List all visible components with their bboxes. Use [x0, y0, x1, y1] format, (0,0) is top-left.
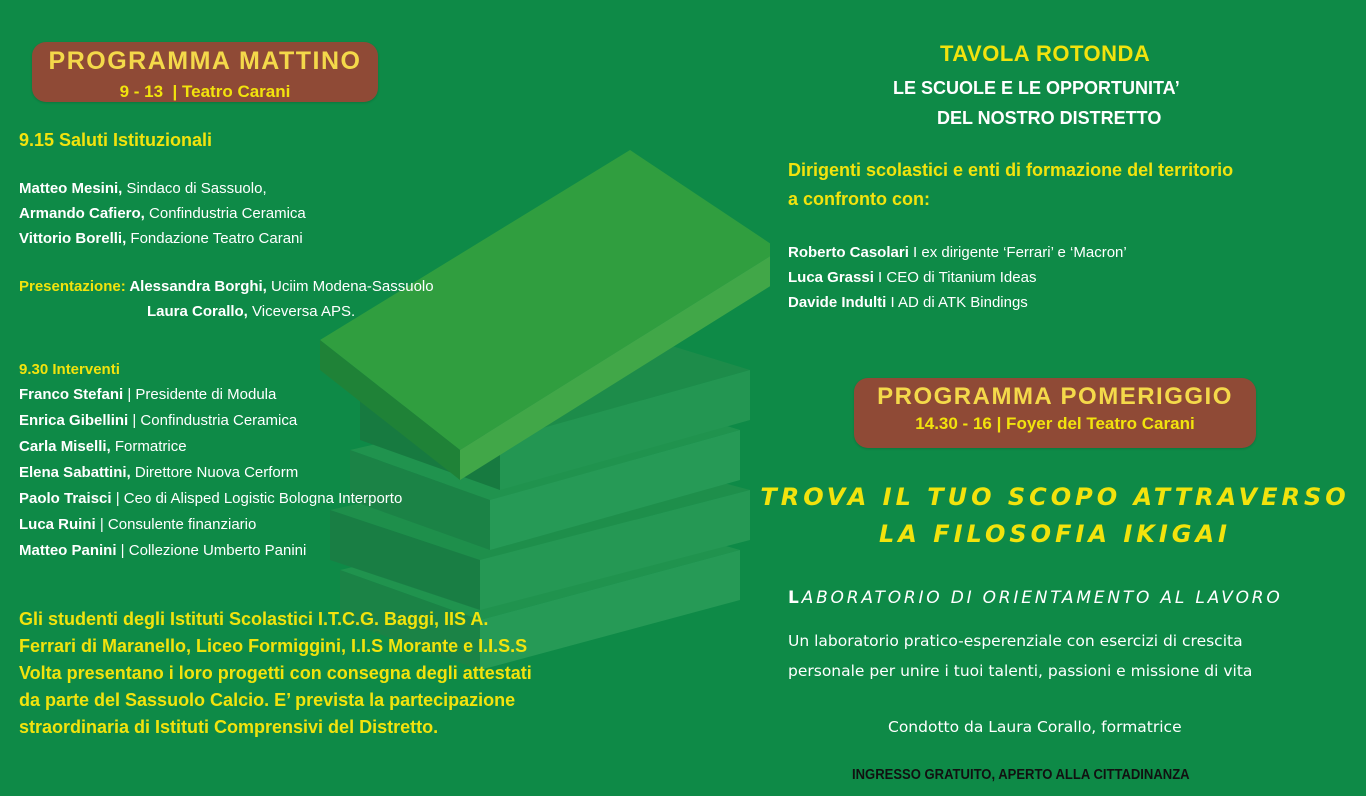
students-line: da parte del Sassuolo Calcio. E’ prevista la partecipazione: [19, 690, 516, 710]
laboratorio-description: [788, 626, 1328, 686]
presentazione-item: [147, 303, 355, 320]
ikigai-headline: [760, 479, 1350, 553]
person-name: Vittorio Borelli,: [19, 230, 127, 247]
person-name: Matteo Panini: [19, 542, 117, 559]
person-name: Davide Indulti: [788, 294, 887, 311]
person-name: Alessandra Borghi,: [125, 278, 267, 295]
saluti-item: [19, 180, 267, 197]
presentazione-item: [19, 278, 434, 295]
interventi-heading: 9.30 Interventi: [19, 361, 120, 378]
person-role: I AD di ATK Bindings: [886, 294, 1028, 311]
morning-badge-subtitle: 9 - 13 | Teatro Carani: [119, 82, 291, 101]
person-name: Enrica Gibellini: [19, 412, 129, 429]
interventi-item: [19, 464, 298, 481]
person-role: | Ceo di Alisped Logistic Bologna Interporto: [111, 490, 403, 507]
person-role: Sindaco di Sassuolo,: [122, 180, 267, 197]
person-role: | Consulente finanziario: [95, 516, 257, 533]
interventi-item: [19, 438, 187, 455]
students-line: Gli studenti degli Istituti Scolastici I.T.C.G. Baggi, IIS A.: [19, 609, 489, 629]
person-name: Luca Grassi: [788, 269, 874, 286]
students-line: straordinaria di Istituti Comprensivi del Distretto.: [19, 717, 439, 737]
morning-badge-title: PROGRAMMA MATTINO: [48, 47, 362, 75]
laboratorio-initial: L: [788, 588, 802, 608]
students-line: Volta presentano i loro progetti con consegna degli attestati: [19, 663, 532, 683]
guest-item: [788, 269, 1036, 286]
person-name: Elena Sabattini,: [19, 464, 131, 481]
person-name: Luca Ruini: [19, 516, 96, 533]
person-name: Armando Cafiero,: [19, 205, 145, 222]
students-paragraph: [19, 606, 609, 741]
free-entry-notice: INGRESSO GRATUITO, APERTO ALLA CITTADINANZA: [852, 767, 1190, 783]
person-name: Matteo Mesini,: [19, 180, 123, 197]
interventi-item: [19, 412, 297, 429]
presentazione-label: Presentazione:: [19, 278, 126, 295]
round-table-intro: Dirigenti scolastici e enti di formazione del territorio: [788, 160, 1234, 180]
round-table-subtitle: LE SCUOLE E LE OPPORTUNITA’: [893, 78, 1180, 98]
guest-item: [788, 244, 1127, 261]
interventi-item: [19, 542, 306, 559]
person-role: I CEO di Titanium Ideas: [873, 269, 1037, 286]
person-name: Laura Corallo,: [147, 303, 248, 320]
interventi-item: [19, 516, 256, 533]
ikigai-headline-line: LA FILOSOFIA IKIGAI: [879, 520, 1231, 548]
person-name: Roberto Casolari: [788, 244, 909, 261]
laboratorio-title: [788, 588, 1283, 608]
afternoon-badge: [854, 378, 1256, 448]
round-table-intro: a confronto con:: [788, 189, 930, 209]
person-name: Paolo Traisci: [19, 490, 112, 507]
ikigai-headline-line: TROVA IL TUO SCOPO ATTRAVERSO: [760, 483, 1350, 511]
morning-badge: [32, 42, 378, 102]
person-role: Uciim Modena-Sassuolo: [266, 278, 434, 295]
interventi-item: [19, 386, 276, 403]
person-role: Viceversa APS.: [247, 303, 356, 320]
saluti-heading: 9.15 Saluti Istituzionali: [19, 130, 213, 150]
afternoon-badge-subtitle: 14.30 - 16 | Foyer del Teatro Carani: [915, 414, 1195, 433]
saluti-item: [19, 205, 306, 222]
guest-item: [788, 294, 1028, 311]
person-name: Franco Stefani: [19, 386, 124, 403]
person-role: I ex dirigente ‘Ferrari’ e ‘Macron’: [908, 244, 1127, 261]
person-role: | Collezione Umberto Panini: [116, 542, 307, 559]
description-line: Un laboratorio pratico-esperenziale con esercizi di crescita: [788, 632, 1243, 650]
person-role: Direttore Nuova Cerform: [130, 464, 299, 481]
afternoon-badge-title: PROGRAMMA POMERIGGIO: [877, 383, 1233, 410]
conducted-by: Condotto da Laura Corallo, formatrice: [888, 718, 1182, 736]
interventi-item: [19, 490, 402, 507]
round-table-title: TAVOLA ROTONDA: [940, 41, 1151, 66]
laboratorio-rest: ABORATORIO DI ORIENTAMENTO AL LAVORO: [801, 588, 1283, 608]
person-role: Confindustria Ceramica: [144, 205, 306, 222]
students-line: Ferrari di Maranello, Liceo Formiggini, I.I.S Morante e I.I.S.S: [19, 636, 528, 656]
person-role: | Presidente di Modula: [123, 386, 277, 403]
saluti-item: [19, 230, 303, 247]
round-table-subtitle: DEL NOSTRO DISTRETTO: [937, 108, 1162, 128]
person-role: | Confindustria Ceramica: [128, 412, 298, 429]
person-role: Fondazione Teatro Carani: [126, 230, 303, 247]
person-name: Carla Miselli,: [19, 438, 111, 455]
description-line: personale per unire i tuoi talenti, passioni e missione di vita: [788, 662, 1253, 680]
person-role: Formatrice: [110, 438, 187, 455]
